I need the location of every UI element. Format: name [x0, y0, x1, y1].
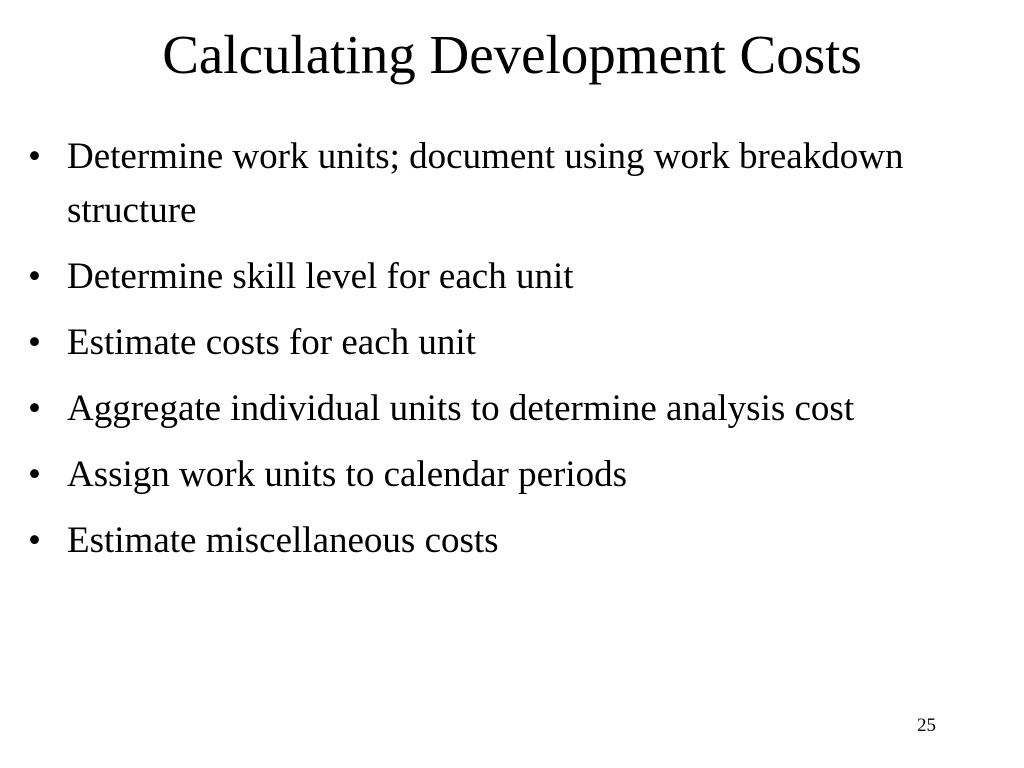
bullet-text: Determine skill level for each unit: [67, 256, 574, 297]
slide-number: 25: [917, 715, 936, 736]
bullet-icon: •: [28, 136, 41, 177]
bullet-icon: •: [28, 520, 41, 561]
bullet-text: Determine work units; document using work breakdown structure: [67, 136, 904, 231]
bullet-text: Aggregate individual units to determine analysis cost: [67, 388, 855, 429]
bullet-icon: •: [28, 454, 41, 495]
bullet-item: [28, 130, 978, 238]
bullet-icon: •: [28, 322, 41, 363]
bullet-item: [28, 514, 978, 568]
bullet-icon: •: [28, 388, 41, 429]
bullet-list: [28, 130, 978, 580]
bullet-text: Assign work units to calendar periods: [67, 454, 628, 495]
bullet-text: Estimate miscellaneous costs: [67, 520, 499, 561]
bullet-item: [28, 250, 978, 304]
bullet-item: [28, 448, 978, 502]
bullet-text: Estimate costs for each unit: [67, 322, 476, 363]
bullet-item: [28, 382, 978, 436]
bullet-icon: •: [28, 256, 41, 297]
bullet-item: [28, 316, 978, 370]
slide-title: Calculating Development Costs: [162, 24, 862, 85]
